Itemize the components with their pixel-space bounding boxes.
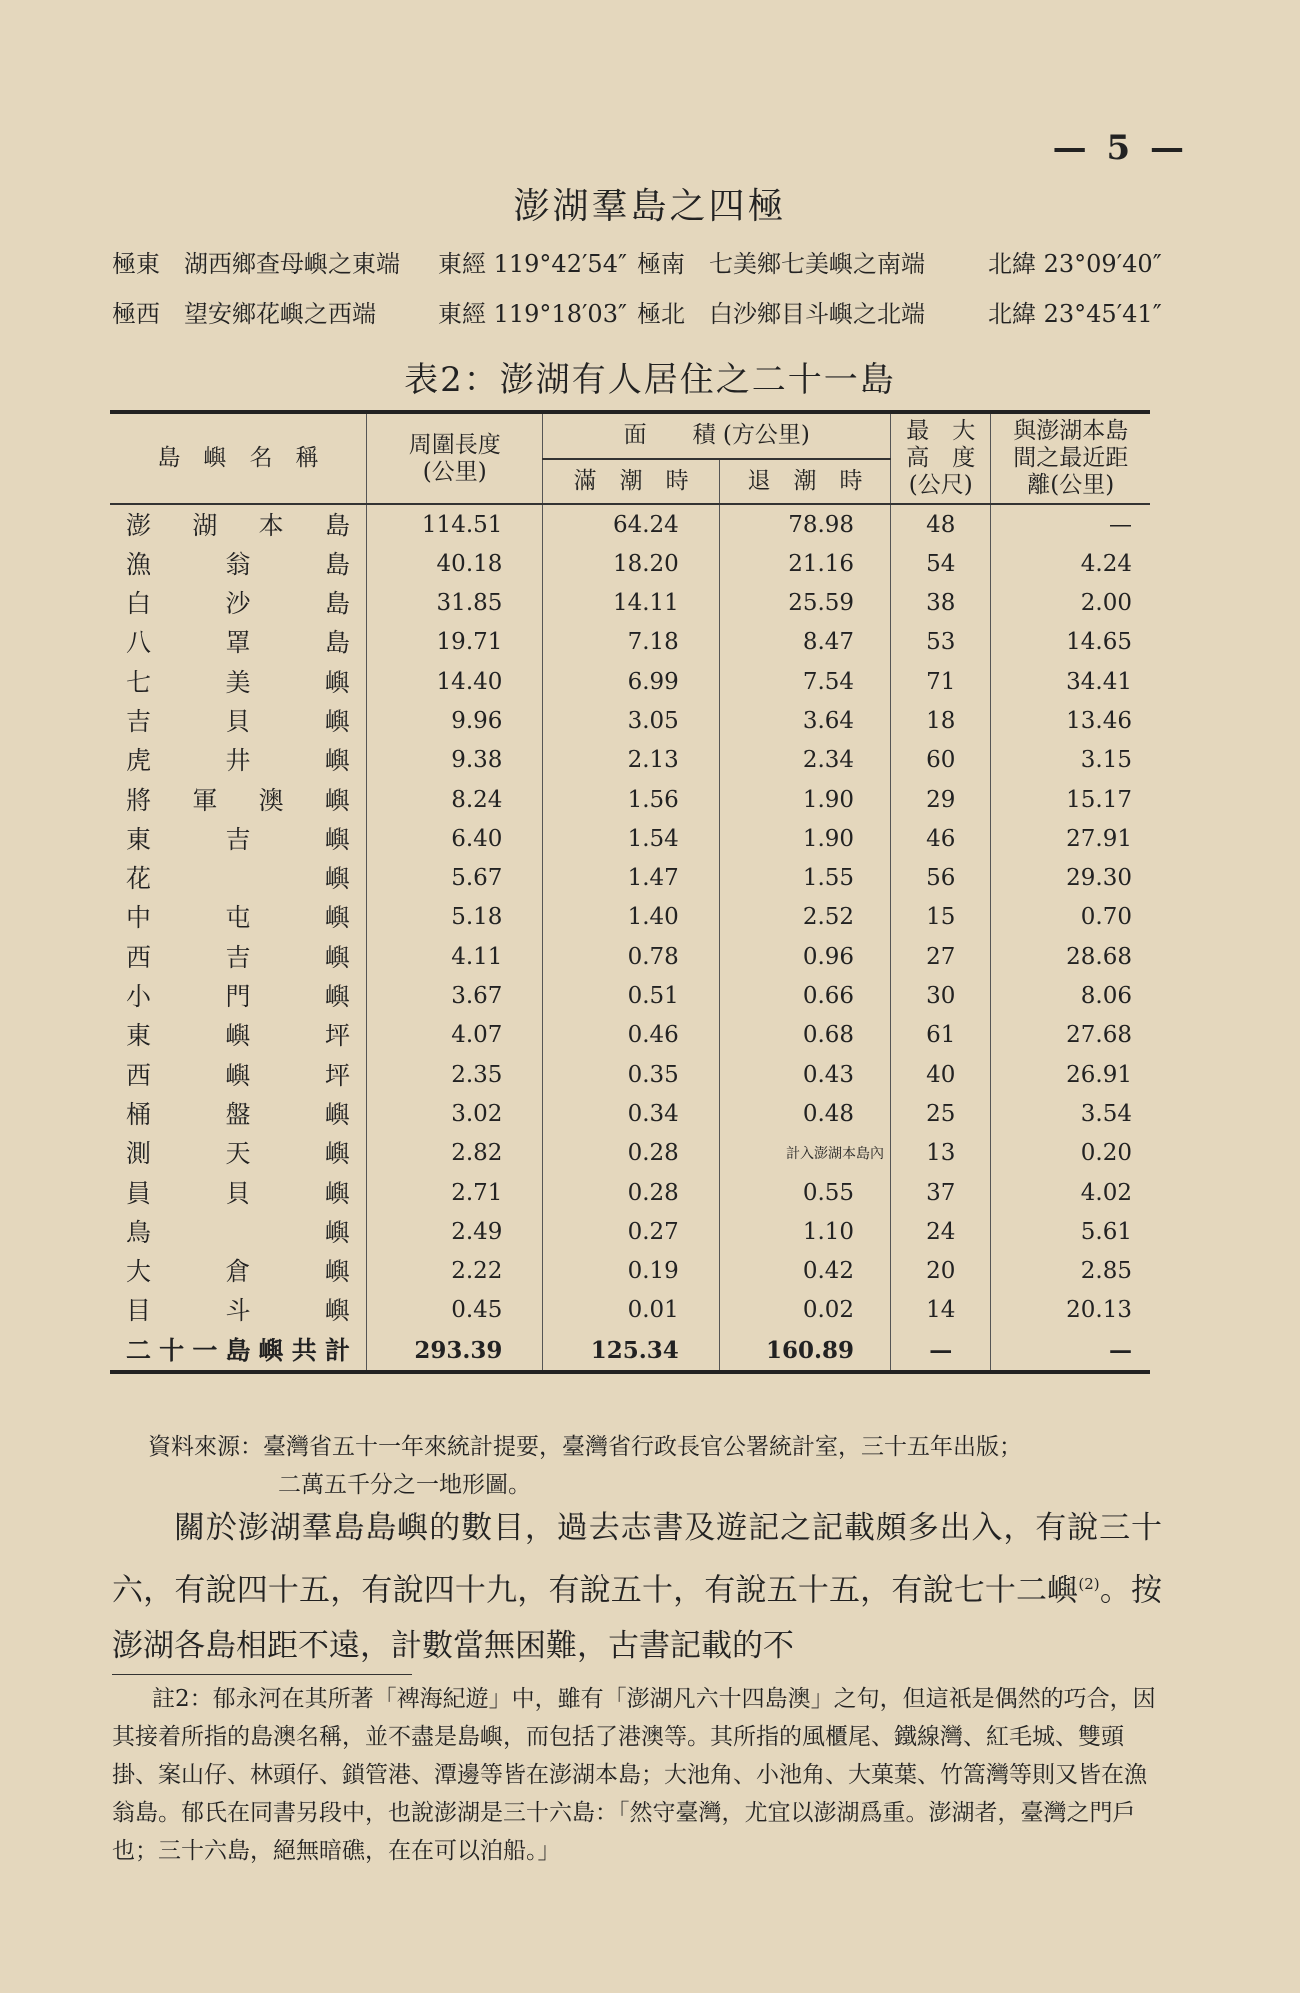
total-row <box>110 1331 1150 1372</box>
table-row <box>110 820 1150 859</box>
extreme-label: 極南 <box>637 249 685 278</box>
total-low-tide: 160.89 <box>719 1331 890 1372</box>
table-row <box>110 859 1150 898</box>
distance-cell: 13.46 <box>991 702 1150 741</box>
island-name: 東 吉 嶼 <box>126 824 350 854</box>
source-line-2: 二萬五千分之一地形圖。 <box>278 1472 531 1498</box>
extreme-row <box>112 236 1172 286</box>
table-row <box>110 898 1150 937</box>
low-tide-area-cell: 2.34 <box>719 741 890 780</box>
table-row <box>110 545 1150 584</box>
perimeter-cell: 2.22 <box>367 1252 543 1291</box>
perimeter-cell: 40.18 <box>367 545 543 584</box>
extreme-place: 白沙鄉目斗嶼之北端 <box>709 299 925 328</box>
max-height-cell: 53 <box>891 623 991 662</box>
island-name: 花 嶼 <box>126 864 350 894</box>
total-high-tide: 125.34 <box>543 1331 719 1372</box>
low-tide-area-cell: 8.47 <box>719 623 890 662</box>
low-tide-area-cell: 2.52 <box>719 898 890 937</box>
high-tide-area-cell: 0.78 <box>543 938 719 977</box>
perimeter-cell: 6.40 <box>367 820 543 859</box>
extreme-row <box>112 286 1172 336</box>
total-distance: — <box>991 1331 1150 1372</box>
island-name: 西 嶼 坪 <box>126 1060 350 1090</box>
island-name: 二 十 一 島 嶼 共 計 <box>126 1335 350 1365</box>
island-name: 桶 盤 嶼 <box>126 1099 350 1129</box>
max-height-cell: 61 <box>891 1016 991 1055</box>
distance-cell: 27.91 <box>991 820 1150 859</box>
footnote-rule <box>112 1674 412 1675</box>
distance-cell: 3.54 <box>991 1095 1150 1134</box>
high-tide-area-cell: 0.46 <box>543 1016 719 1055</box>
high-tide-area-cell: 0.51 <box>543 977 719 1016</box>
max-height-cell: 40 <box>891 1056 991 1095</box>
perimeter-cell: 9.96 <box>367 702 543 741</box>
low-tide-area-cell: 0.66 <box>719 977 890 1016</box>
high-tide-area-cell: 0.19 <box>543 1252 719 1291</box>
table-row <box>110 741 1150 780</box>
perimeter-cell: 19.71 <box>367 623 543 662</box>
low-tide-area-cell: 25.59 <box>719 584 890 623</box>
island-name: 七 美 嶼 <box>126 667 350 697</box>
island-name: 八 罩 島 <box>126 628 350 658</box>
island-name: 吉 貝 嶼 <box>126 707 350 736</box>
table-row <box>110 1291 1150 1330</box>
extreme-coord: 東經 119°18′03″ <box>438 299 627 328</box>
header-perimeter: 周圍長度 (公里) <box>367 412 543 504</box>
high-tide-area-cell: 0.34 <box>543 1095 719 1134</box>
island-name: 白 沙 島 <box>126 589 350 619</box>
perimeter-cell: 0.45 <box>367 1291 543 1330</box>
table-title: 表2：澎湖有人居住之二十一島 <box>404 360 896 400</box>
distance-cell: 5.61 <box>991 1213 1150 1252</box>
table-row <box>110 623 1150 662</box>
table-row <box>110 702 1150 741</box>
perimeter-cell: 2.71 <box>367 1173 543 1212</box>
page-number: — 5 — <box>1052 128 1188 168</box>
perimeter-cell: 2.35 <box>367 1056 543 1095</box>
source-line-1: 資料來源：臺灣省五十一年來統計提要，臺灣省行政長官公署統計室，三十五年出版； <box>148 1434 1022 1460</box>
extreme-label: 極東 <box>112 249 160 278</box>
perimeter-cell: 3.67 <box>367 977 543 1016</box>
footnote-text: 註2：郁永河在其所著「裨海紀遊」中，雖有「澎湖凡六十四島澳」之句，但這祇是偶然的巧合，因其接着所指的島澳名稱，並不盡是島嶼，而包括了港澳等。其所指的風櫃尾、鐵線灣、紅毛城、雙頭掛、案山仔、林頭仔、鎖管港、潭邊等皆在澎湖本島；大池角、小池角、大菓葉、竹篙灣等則又皆在漁翁島。郁氏在同書另段中，也說澎湖是三十六島：「然守臺灣，尤宜以澎湖爲重。澎湖者，臺灣之門戶也；三十六島，絕無暗礁，在在可以泊船。」 <box>112 1686 1156 1864</box>
high-tide-area-cell: 0.01 <box>543 1291 719 1330</box>
high-tide-area-cell: 14.11 <box>543 584 719 623</box>
footnote <box>112 1680 1162 1870</box>
extreme-coord: 北緯 23°09′40″ <box>988 249 1162 278</box>
max-height-cell: 27 <box>891 938 991 977</box>
high-tide-area-cell: 7.18 <box>543 623 719 662</box>
table-row <box>110 1173 1150 1212</box>
island-name: 虎 井 嶼 <box>126 746 350 776</box>
distance-cell: 15.17 <box>991 780 1150 819</box>
low-tide-area-cell: 7.54 <box>719 663 890 702</box>
perimeter-cell: 14.40 <box>367 663 543 702</box>
perimeter-cell: 5.67 <box>367 859 543 898</box>
low-tide-area-cell: 0.48 <box>719 1095 890 1134</box>
perimeter-cell: 3.02 <box>367 1095 543 1134</box>
table-row <box>110 780 1150 819</box>
max-height-cell: 48 <box>891 504 991 544</box>
max-height-cell: 13 <box>891 1134 991 1173</box>
island-table-wrapper <box>110 410 1150 1374</box>
extreme-label: 極北 <box>637 299 685 328</box>
header-high-tide: 滿 潮 時 <box>543 459 719 505</box>
high-tide-area-cell: 1.54 <box>543 820 719 859</box>
extreme-coord: 東經 119°42′54″ <box>438 249 627 278</box>
low-tide-area-cell: 3.64 <box>719 702 890 741</box>
max-height-cell: 15 <box>891 898 991 937</box>
low-tide-area-cell: 0.43 <box>719 1056 890 1095</box>
island-name: 東 嶼 坪 <box>126 1021 350 1051</box>
island-table <box>110 410 1150 1374</box>
perimeter-cell: 8.24 <box>367 780 543 819</box>
table-row <box>110 663 1150 702</box>
high-tide-area-cell: 64.24 <box>543 504 719 544</box>
island-name: 小 門 嶼 <box>126 982 350 1012</box>
low-tide-area-cell: 計入澎湖本島內 <box>719 1134 890 1173</box>
low-tide-area-cell: 0.68 <box>719 1016 890 1055</box>
max-height-cell: 30 <box>891 977 991 1016</box>
extreme-place: 湖西鄉查母嶼之東端 <box>184 249 400 278</box>
island-name: 將 軍 澳 嶼 <box>126 785 350 815</box>
island-name: 員 貝 嶼 <box>126 1178 350 1208</box>
table-row <box>110 504 1150 544</box>
distance-cell: 4.24 <box>991 545 1150 584</box>
max-height-cell: 46 <box>891 820 991 859</box>
high-tide-area-cell: 18.20 <box>543 545 719 584</box>
max-height-cell: 18 <box>891 702 991 741</box>
high-tide-area-cell: 0.27 <box>543 1213 719 1252</box>
table-row <box>110 1134 1150 1173</box>
perimeter-cell: 4.07 <box>367 1016 543 1055</box>
table-row <box>110 977 1150 1016</box>
extreme-coord: 北緯 23°45′41″ <box>988 299 1162 328</box>
extreme-label: 極西 <box>112 299 160 328</box>
island-name: 目 斗 嶼 <box>126 1296 350 1326</box>
header-height: 最 大 高 度 (公尺) <box>891 412 991 504</box>
max-height-cell: 54 <box>891 545 991 584</box>
high-tide-area-cell: 0.28 <box>543 1134 719 1173</box>
max-height-cell: 71 <box>891 663 991 702</box>
low-tide-area-cell: 1.10 <box>719 1213 890 1252</box>
perimeter-cell: 5.18 <box>367 898 543 937</box>
high-tide-area-cell: 1.47 <box>543 859 719 898</box>
max-height-cell: 37 <box>891 1173 991 1212</box>
max-height-cell: 60 <box>891 741 991 780</box>
low-tide-area-cell: 1.90 <box>719 780 890 819</box>
table-row <box>110 1252 1150 1291</box>
island-name: 西 吉 嶼 <box>126 942 350 972</box>
low-tide-area-cell: 0.55 <box>719 1173 890 1212</box>
table-row <box>110 1056 1150 1095</box>
total-height: — <box>891 1331 991 1372</box>
distance-cell: 20.13 <box>991 1291 1150 1330</box>
header-low-tide: 退 潮 時 <box>719 459 890 505</box>
distance-cell: 0.20 <box>991 1134 1150 1173</box>
low-tide-area-cell: 1.55 <box>719 859 890 898</box>
extreme-points <box>112 236 1172 336</box>
high-tide-area-cell: 0.28 <box>543 1173 719 1212</box>
data-source-note <box>148 1428 1148 1504</box>
island-name: 漁 翁 島 <box>126 549 350 579</box>
footnote-marker: (2) <box>1078 1575 1100 1593</box>
max-height-cell: 56 <box>891 859 991 898</box>
island-name: 中 屯 嶼 <box>126 903 350 933</box>
distance-cell: 29.30 <box>991 859 1150 898</box>
high-tide-area-cell: 1.56 <box>543 780 719 819</box>
max-height-cell: 24 <box>891 1213 991 1252</box>
table-row <box>110 584 1150 623</box>
header-name: 島 嶼 名 稱 <box>110 412 367 504</box>
distance-cell: 28.68 <box>991 938 1150 977</box>
table-row <box>110 1095 1150 1134</box>
max-height-cell: 14 <box>891 1291 991 1330</box>
perimeter-cell: 2.82 <box>367 1134 543 1173</box>
distance-cell: — <box>991 504 1150 544</box>
max-height-cell: 38 <box>891 584 991 623</box>
distance-cell: 34.41 <box>991 663 1150 702</box>
distance-cell: 0.70 <box>991 898 1150 937</box>
island-name: 測 天 嶼 <box>126 1139 350 1169</box>
high-tide-area-cell: 6.99 <box>543 663 719 702</box>
distance-cell: 2.00 <box>991 584 1150 623</box>
low-tide-area-cell: 21.16 <box>719 545 890 584</box>
distance-cell: 14.65 <box>991 623 1150 662</box>
distance-cell: 27.68 <box>991 1016 1150 1055</box>
perimeter-cell: 114.51 <box>367 504 543 544</box>
page-heading: 澎湖羣島之四極 <box>513 186 787 227</box>
extreme-place: 望安鄉花嶼之西端 <box>184 299 376 328</box>
distance-cell: 4.02 <box>991 1173 1150 1212</box>
max-height-cell: 20 <box>891 1252 991 1291</box>
island-name: 澎 湖 本 島 <box>126 510 350 540</box>
table-row <box>110 1213 1150 1252</box>
island-name: 鳥 嶼 <box>126 1217 350 1247</box>
low-tide-area-cell: 0.02 <box>719 1291 890 1330</box>
perimeter-cell: 9.38 <box>367 741 543 780</box>
total-perimeter: 293.39 <box>367 1331 543 1372</box>
distance-cell: 2.85 <box>991 1252 1150 1291</box>
perimeter-cell: 4.11 <box>367 938 543 977</box>
high-tide-area-cell: 3.05 <box>543 702 719 741</box>
distance-cell: 8.06 <box>991 977 1150 1016</box>
low-tide-area-cell: 0.42 <box>719 1252 890 1291</box>
low-tide-area-cell: 1.90 <box>719 820 890 859</box>
high-tide-area-cell: 0.35 <box>543 1056 719 1095</box>
perimeter-cell: 31.85 <box>367 584 543 623</box>
high-tide-area-cell: 1.40 <box>543 898 719 937</box>
distance-cell: 26.91 <box>991 1056 1150 1095</box>
table-row <box>110 1016 1150 1055</box>
max-height-cell: 29 <box>891 780 991 819</box>
high-tide-area-cell: 2.13 <box>543 741 719 780</box>
header-area: 面 積 (方公里) <box>543 412 891 459</box>
distance-cell: 3.15 <box>991 741 1150 780</box>
body-paragraph: 關於澎湖羣島島嶼的數目，過去志書及遊記之記載頗多出入，有說三十六，有說四十五，有說四十九，有說五十，有說五十五，有說七十二嶼$^{(2)}$。按澎湖各島相距不遠，計數當無困難，古書記載的不 <box>112 1510 1163 1665</box>
island-name: 大 倉 嶼 <box>126 1257 350 1287</box>
table-row <box>110 938 1150 977</box>
extreme-place: 七美鄉七美嶼之南端 <box>709 249 925 278</box>
perimeter-cell: 2.49 <box>367 1213 543 1252</box>
low-tide-area-cell: 78.98 <box>719 504 890 544</box>
header-distance: 與澎湖本島 間之最近距 離(公里) <box>991 412 1150 504</box>
low-tide-area-cell: 0.96 <box>719 938 890 977</box>
max-height-cell: 25 <box>891 1095 991 1134</box>
